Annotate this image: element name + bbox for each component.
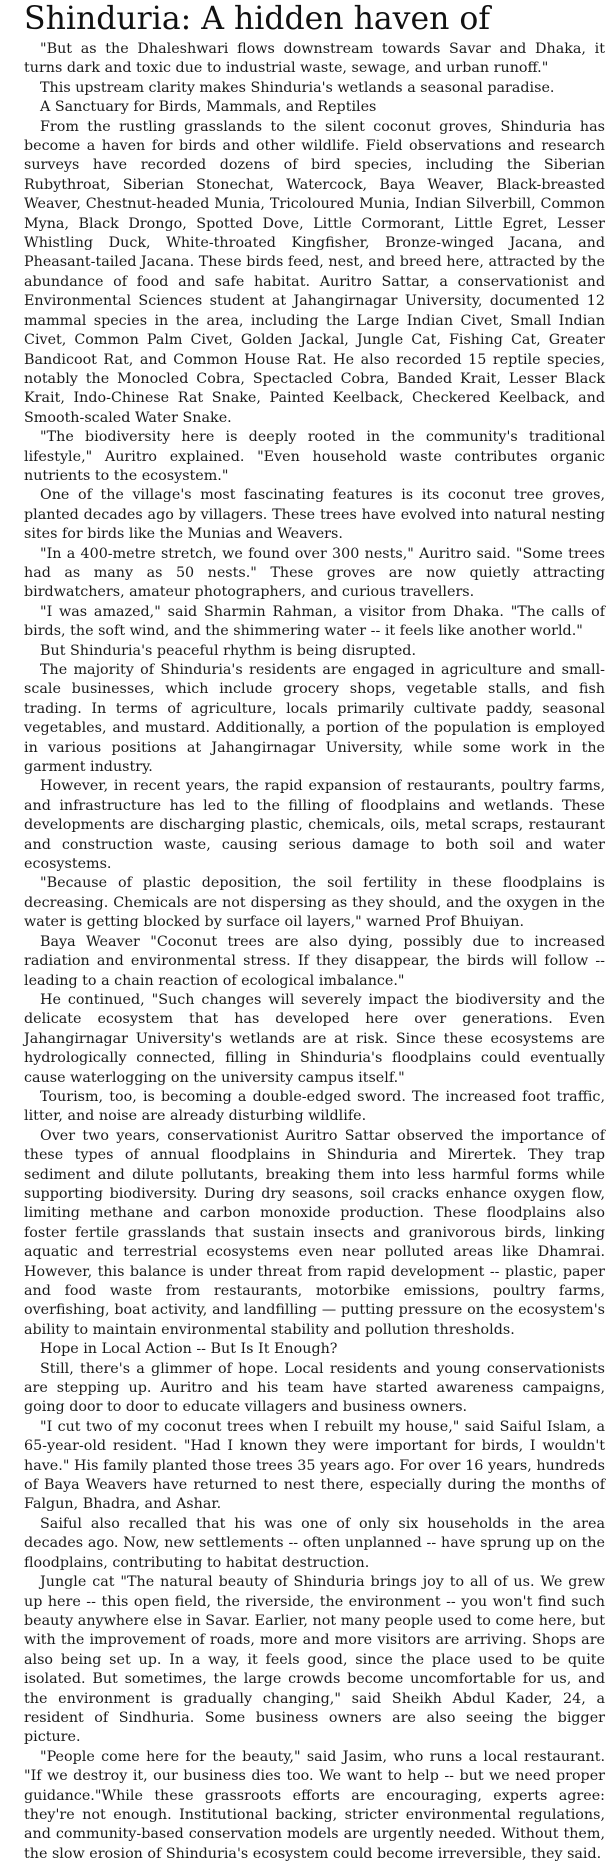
- paragraph: The majority of Shinduria's residents are engaged in agriculture and small-scale businesses, which include grocery shops, vegetable stalls, and fish trading. In terms of agriculture, locals primarily cultivate paddy, seasonal vegetables, and mustard. Additionally, a portion of the population is employed in various positions at Jahangirnagar University, while some work in the garment industry.: [24, 662, 605, 776]
- subheading: A Sanctuary for Birds, Mammals, and Reptiles: [40, 99, 377, 116]
- subheading: Hope in Local Action -- But Is It Enough?: [40, 1341, 338, 1358]
- paragraph: "The biodiversity here is deeply rooted in the community's traditional lifestyle," Auritro explained. "Even household waste contributes organic nutrients to the ecosystem.": [24, 429, 605, 484]
- paragraph: This upstream clarity makes Shinduria's wetlands a seasonal paradise.: [40, 79, 555, 96]
- paragraph: Baya Weaver "Coconut trees are also dying, possibly due to increased radiation and environmental stress. If they disappear, the birds will follow -- leading to a chain reaction of ecological imbalance.": [24, 933, 605, 989]
- paragraph: From the rustling grasslands to the silent coconut groves, Shinduria has become a haven for birds and other wildlife. Field observations and research surveys have recorded dozens of bird species, including the Siberian Rubythroat, Siberian Stonechat, Watercock, Baya Weaver, Black-breasted Weaver, Chestnut-headed Munia, Tricoloured Munia, Indian Silverbill, Common Myna, Black Drongo, Spotted Dove, Little Cormorant, Little Egret, Lesser Whistling Duck, White-throated Kingfisher, Bronze-winged Jacana, and Pheasant-tailed Jacana. These birds feed, nest, and breed here, attracted by the abundance of food and safe habitat. Auritro Sattar, a conservationist and Environmental Sciences student at Jahangirnagar University, documented 12 mammal species in the area, including the Large Indian Civet, Small Indian Civet, Common Palm Civet, Golden Jackal, Jungle Cat, Fishing Cat, Greater Bandicoot Rat, and Common House Rat. He also recorded 15 reptile species, notably the Monocled Cobra, Spectacled Cobra, Banded Krait, Lesser Black Krait, Indo-Chinese Rat Snake, Painted Keelback, Checkered Keelback, and Smooth-scaled Water Snake.: [24, 118, 605, 426]
- paragraph: "In a 400-metre stretch, we found over 300 nests," Auritro said. "Some trees had as many as 50 nests." These groves are now quietly attracting birdwatchers, amateur photographers, and curious travellers.: [24, 545, 605, 601]
- paragraph: Saiful also recalled that his was one of only six households in the area decades ago. Now, new settlements -- often unplanned -- have sprung up on the floodplains, contributing to habitat destruction.: [24, 1515, 605, 1571]
- paragraph: One of the village's most fascinating features is its coconut tree groves, planted decades ago by villagers. These trees have evolved into natural nesting sites for birds like the Munias and Weavers.: [24, 487, 605, 543]
- paragraph: Tourism, too, is becoming a double-edged sword. The increased foot traffic, litter, and noise are already disturbing wildlife.: [24, 1088, 605, 1125]
- paragraph: He continued, "Such changes will severely impact the biodiversity and the delicate ecosystem that has developed here over generations. Even Jahangirnagar University's wetlands are at risk. Since these ecosystems are hydrologically connected, filling in Shinduria's floodplains could eventually cause waterlogging on the university campus itself.": [24, 991, 605, 1086]
- headline: Shinduria: A hidden haven of: [24, 1, 491, 37]
- paragraph: "But as the Dhaleshwari flows downstream towards Savar and Dhaka, it turns dark and toxic due to industrial waste, sewage, and urban runoff.": [24, 41, 605, 77]
- paragraph: "I was amazed," said Sharmin Rahman, a visitor from Dhaka. "The calls of birds, the soft wind, and the shimmering water -- it feels like another world.": [24, 603, 605, 640]
- paragraph: "People come here for the beauty," said Jasim, who runs a local restaurant. "If we destroy it, our business dies too. We want to help -- but we need proper guidance."While these grassroots efforts are encouraging, experts agree: they're not enough. Institutional backing, stricter environmental regulations, and community-based conservation models are urgently needed. Without them, the slow erosion of Shinduria's ecosystem could become irreversible, they said.: [24, 1748, 605, 1862]
- paragraph: "I cut two of my coconut trees when I rebuilt my house," said Saiful Islam, a 65-year-old resident. "Had I known they were important for birds, I wouldn't have." His family planted those trees 35 years ago. For over 16 years, hundreds of Baya Weavers have returned to nest there, especially during the months of Falgun, Bhadra, and Ashar.: [24, 1418, 605, 1513]
- article-body: [24, 40, 605, 1864]
- paragraph: However, in recent years, the rapid expansion of restaurants, poultry farms, and infrastructure has led to the filling of floodplains and wetlands. These developments are discharging plastic, chemicals, oils, metal scraps, restaurant and construction waste, causing serious damage to both soil and water ecosystems.: [24, 778, 605, 873]
- paragraph: Over two years, conservationist Auritro Sattar observed the importance of these types of annual floodplains in Shinduria and Mirertek. They trap sediment and dilute pollutants, breaking them into less harmful forms while supporting biodiversity. During dry seasons, soil cracks enhance oxygen flow, limiting methane and carbon monoxide production. These floodplains also foster fertile grasslands that sustain insects and granivorous birds, linking aquatic and terrestrial ecosystems even near polluted areas like Dhamrai. However, this balance is under threat from rapid development -- plastic, paper and food waste from restaurants, motorbike emissions, poultry farms, overfishing, boat activity, and landfilling — putting pressure on the ecosystem's ability to maintain environmental stability and pollution thresholds.: [24, 1127, 605, 1338]
- paragraph: Jungle cat "The natural beauty of Shinduria brings joy to all of us. We grew up here -- this open field, the riverside, the environment -- you won't find such beauty anywhere else in Savar. Earlier, not many people used to come here, but with the improvement of roads, more and more visitors are arriving. Shops are also being set up. In a way, it feels good, since the place used to be quite isolated. But sometimes, the large crowds become uncomfortable for us, and the environment is gradually changing," said Sheikh Abdul Kader, 24, a resident of Sindhuria. Some business owners are also seeing the bigger picture.: [24, 1574, 605, 1746]
- paragraph: Still, there's a glimmer of hope. Local residents and young conservationists are stepping up. Auritro and his team have started awareness campaigns, going door to door to educate villagers and business owners.: [24, 1360, 605, 1416]
- paragraph: But Shinduria's peaceful rhythm is being disrupted.: [40, 642, 416, 659]
- paragraph: "Because of plastic deposition, the soil fertility in these floodplains is decreasing. Chemicals are not dispersing as they should, and the oxygen in the water is getting blocked by surface oil layers," warned Prof Bhuiyan.: [24, 875, 605, 931]
